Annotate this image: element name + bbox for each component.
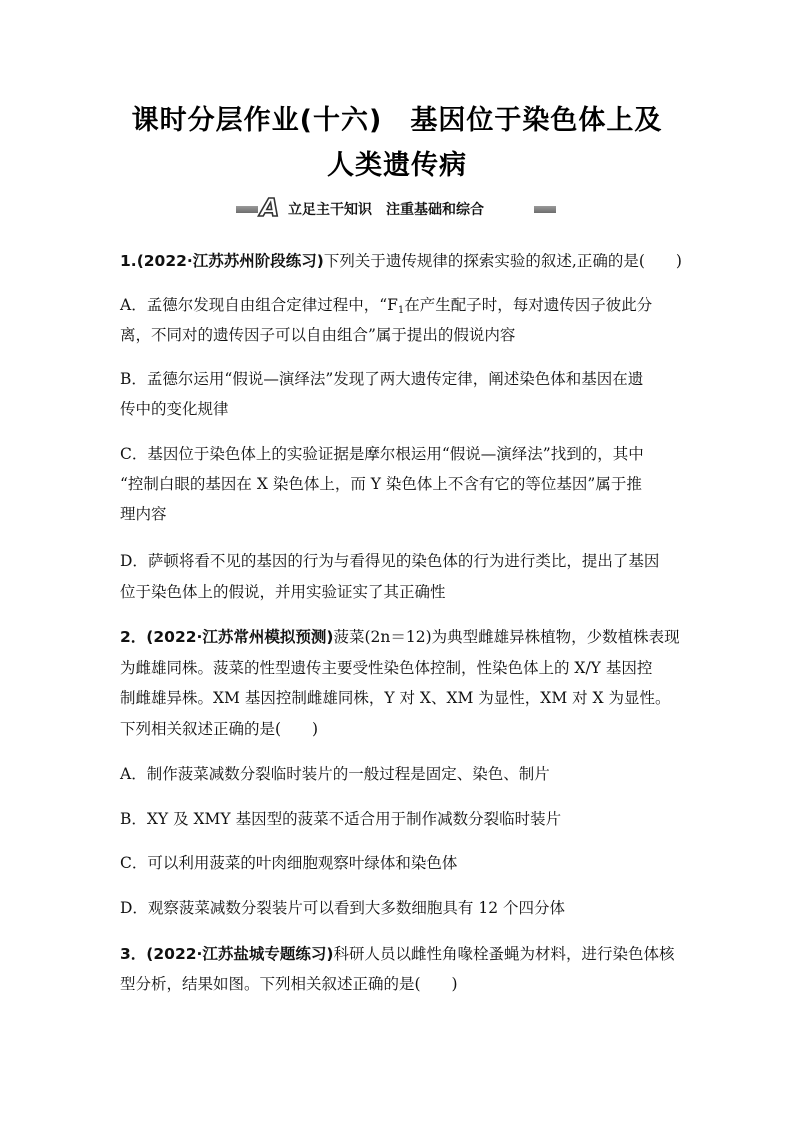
question-1-option-c-line-2: “控制白眼的基因在 X 染色体上，而 Y 染色体上不含有它的等位基因”属于推 (120, 475, 642, 493)
question-2-option-c: C．可以利用菠菜的叶肉细胞观察叶绿体和染色体 (120, 854, 458, 872)
question-1-option-c-line-3: 理内容 (120, 505, 167, 523)
question-2-stem-line-2: 为雌雄同株。菠菜的性型遗传主要受性染色体控制，性染色体上的 X/Y 基因控 (120, 659, 653, 677)
section-letter: A (260, 193, 280, 222)
question-1-option-d-line-1: D．萨顿将看不见的基因的行为与看得见的染色体的行为进行类比，提出了基因 (120, 552, 660, 570)
page-title-line-2: 人类遗传病 (327, 150, 467, 181)
question-1-option-a-line-1: A．孟德尔发现自由组合定律过程中，“$F_1$在产生配子时，每对遗传因子彼此分 (120, 296, 653, 316)
section-label: 立足主干知识 注重基础和综合 (288, 202, 484, 218)
question-3-number: 3． (120, 945, 147, 963)
question-1-number: 1. (120, 252, 137, 270)
question-2-stem-line-4: 下列相关叙述正确的是( ) (120, 720, 319, 738)
question-2-number: 2． (120, 628, 147, 646)
question-3-stem-line-1: 3．(2022·江苏盐城专题练习)科研人员以雌性角喙栓蚤蝇为材料，进行染色体核 (120, 945, 675, 963)
section-header (236, 195, 556, 221)
question-1-option-d-line-2: 位于染色体上的假说，并用实验证实了其正确性 (120, 583, 446, 601)
question-2-option-a: A．制作菠菜减数分裂临时装片的一般过程是固定、染色、制片 (120, 765, 550, 783)
question-2-stem-line-1: 2．(2022·江苏常州模拟预测)菠菜(2n＝12)为典型雌雄异株植物，少数植株表现 (120, 628, 680, 646)
question-2-option-b: B．XY 及 XMY 基因型的菠菜不适合用于制作减数分裂临时装片 (120, 810, 562, 828)
question-2-source: (2022·江苏常州模拟预测) (146, 628, 334, 646)
question-1-option-a-line-2: 离，不同对的遗传因子可以自由组合”属于提出的假说内容 (120, 326, 516, 344)
question-1-option-b-line-1: B．孟德尔运用“假说—演绎法”发现了两大遗传定律，阐述染色体和基因在遗 (120, 370, 644, 388)
question-2-option-d: D．观察菠菜减数分裂装片可以看到大多数细胞具有 12 个四分体 (120, 899, 566, 917)
question-3-stem-line-2: 型分析，结果如图。下列相关叙述正确的是( ) (120, 975, 458, 993)
page-title-line-1: 课时分层作业(十六) 基因位于染色体上及 (131, 105, 663, 136)
question-1-source: (2022·江苏苏州阶段练习) (136, 252, 324, 270)
question-1-stem-text: 下列关于遗传规律的探索实验的叙述,正确的是( ) (323, 252, 682, 270)
question-1-stem (120, 250, 682, 272)
question-1-option-c-line-1: C．基因位于染色体上的实验证据是摩尔根运用“假说—演绎法”找到的，其中 (120, 445, 644, 463)
question-1-option-b-line-2: 传中的变化规律 (120, 400, 229, 418)
question-3-source: (2022·江苏盐城专题练习) (146, 945, 334, 963)
question-2-stem-line-3: 制雌雄异株。XM 基因控制雌雄同株，Y 对 X、XM 为显性，XM 对 X 为显性。 (120, 689, 671, 707)
